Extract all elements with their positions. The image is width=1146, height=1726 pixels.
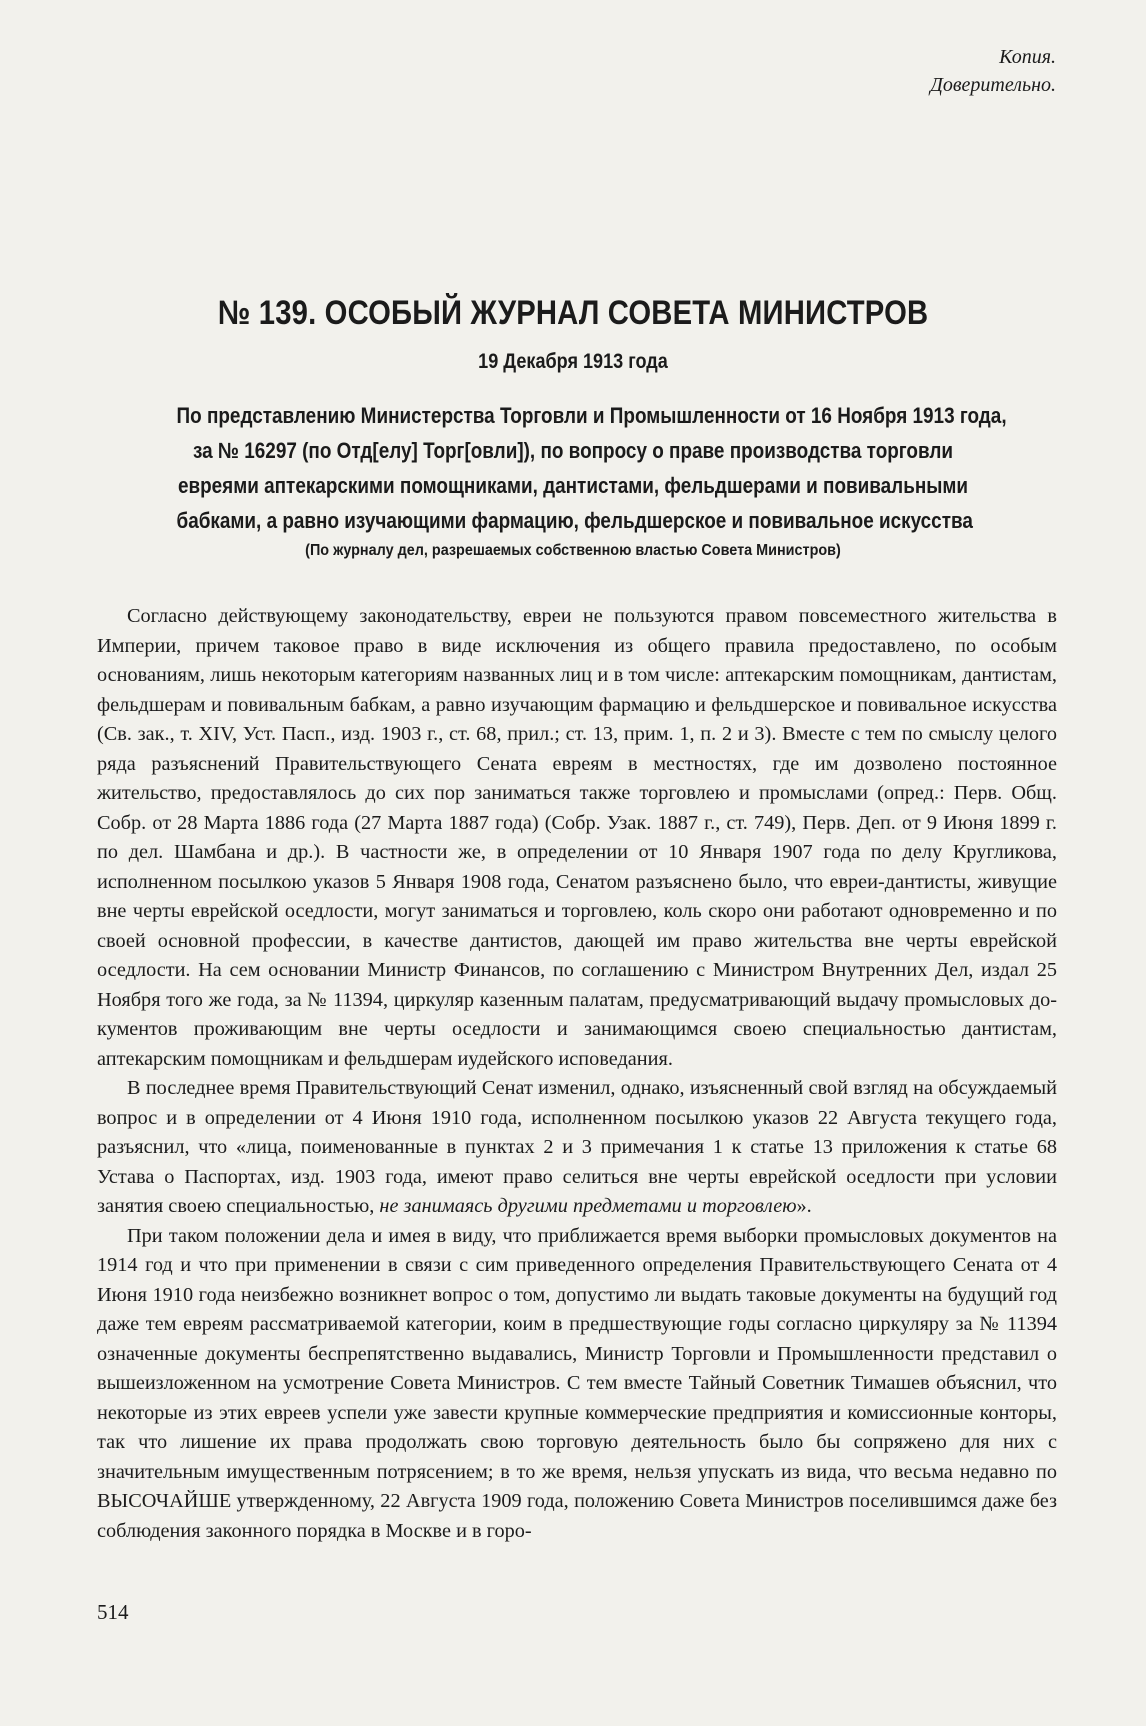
paragraph	[97, 1074, 1057, 1222]
subject-line: евреями аптекарскими помощниками, дантистами, фельдшерами и повивальными	[177, 473, 969, 498]
copy-mark: Копия.	[999, 46, 1056, 68]
document-body	[97, 602, 1057, 1546]
document-subject	[112, 398, 1034, 538]
italic-quote: не занимаясь другими предметами и торговлею	[379, 1195, 797, 1217]
paragraph: При таком положении дела и имея в виду, что приближается время выборки промысловых документов на 1914 год и что при применении в связи с сим приведенного определения Правительствующего Сената от 4 Июня 1910 года неизбежно возникнет вопрос о том, допустимо ли выдать таковые документы на будущий год даже тем евреям рассматриваемой категории, коим в предшествующие годы согласно циркуляру за № 11394 означенные документы беспрепятственно выдавались, Министр Торговли и Промышленности представил о вышеизложенном на усмотрение Совета Министров. С тем вместе Тайный Советник Тимашев объяснил, что некоторые из этих евреев успели уже завести крупные коммерческие предприятия и комиссионные конторы, так что лишение их права продолжать свою торговую деятельность было бы сопряжено для них с значительным имущественным потрясением; в то же время, нельзя упускать из вида, что весьма недавно по ВЫСОЧАЙШЕ утвержденному, 22 Августа 1909 года, положению Совета Министров поселившимся даже без соблюдения законного порядка в Москве и в горо-	[97, 1224, 1057, 1542]
paragraph: Согласно действующему законодательству, евреи не пользуются правом повсеместного жительства в Империи, причем таковое право в виде исключения из общего правила предоставлено, по особым основаниям, лишь некоторым категориям названных лиц и в том числе: аптекарским помощникам, дантистам, фельдшерам и повивальным бабкам, а равно изучающим фармацию и фельдшерское и повивальное искусства (Св. зак., т. XIV, Уст. Пасп., изд. 1903 г., ст. 68, прил.; ст. 13, прим. 1, п. 2 и 3). Вместе с тем по смыслу целого ряда разъяснений Правительствующего Сената евреям в местностях, где им дозволено постоянное жительство, предоставлялось до сих пор заниматься также торговлею и промыслами (опред.: Перв. Общ. Собр. от 28 Марта 1886 года (27 Марта 1887 года) (Собр. Узак. 1887 г., ст. 749), Перв. Деп. от 9 Июня 1899 г. по дел. Шамбана и др.). В частности же, в определении от 10 Января 1907 года по делу Кругликова, исполненном посылкою указов 5 Января 1908 года, Сенатом разъяснено было, что евреи-дантисты, живущие вне черты еврейской оседлости, могут заниматься и торговлею, коль скоро они работают одновременно и по своей основной профессии, в качестве дантистов, дающей им право жительства вне черты еврейской оседлости. На сем основании Министр Финансов, по соглашению с Министром Внутренних Дел, издал 25 Ноября того же года, за № 11394, циркуляр казенным палатам, предусматривающий выдачу промысловых документов проживающим вне черты оседлости и занимающимся своею специальностью дантистам, аптекарским помощникам и фельдшерам иудейского исповедания.	[97, 605, 1057, 1070]
paragraph-text: В последнее время Правительствующий Сенат изменил, однако, изъясненный свой взгляд на обсуждаемый вопрос и в определении от 4 Июня 1910 года, исполненном посылкою указов 22 Августа текущего года, разъяснил, что «лица, поименованные в пунктах 2 и 3 примечания 1 к статье 13 приложения к статье 68 Устава о Паспортах, изд. 1903 года, имеют право селиться вне черты еврейской оседлости при условии занятия своею специальностью,	[97, 1077, 1057, 1217]
journal-note: (По журналу дел, разрешаемых собственною властью Совета Министров)	[305, 542, 841, 559]
subject-line: бабками, а равно изучающими фармацию, фельдшерское и повивальное искусства	[176, 508, 973, 533]
document-date: 19 Декабря 1913 года	[478, 350, 668, 373]
subject-line: По представлению Министерства Торговли и Промышленности от 16 Ноября 1913 года,	[176, 403, 1007, 428]
subject-line: за № 16297 (по Отд[елу] Торг[овли]), по вопросу о праве производства торговли	[192, 438, 954, 463]
quote-end: ».	[796, 1195, 812, 1217]
document-title: № 139. ОСОБЫЙ ЖУРНАЛ СОВЕТА МИНИСТРОВ	[217, 294, 929, 332]
page-number: 514	[97, 1600, 129, 1624]
confidential-mark: Доверительно.	[930, 74, 1056, 96]
